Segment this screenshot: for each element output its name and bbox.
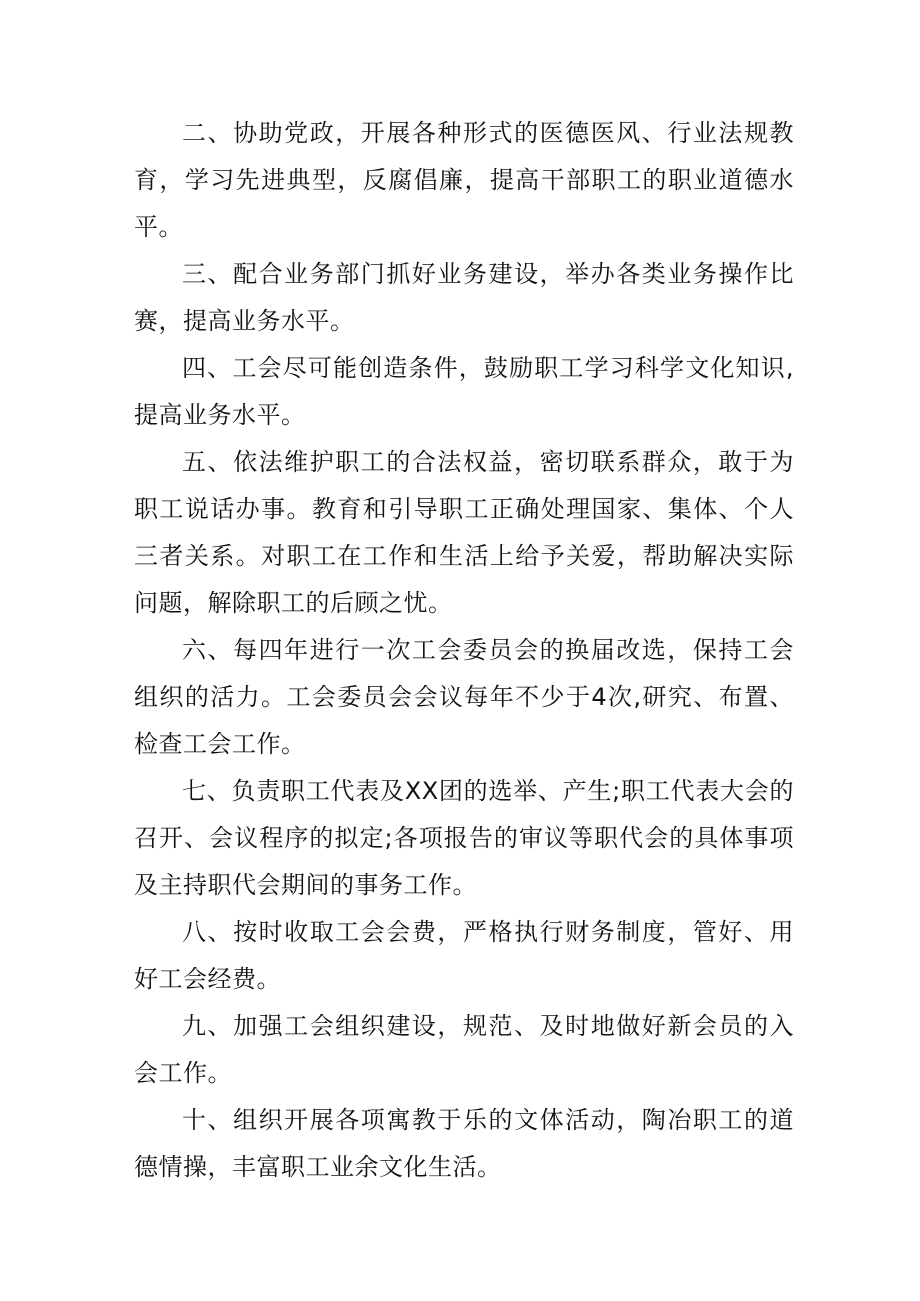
paragraph-7: 七、负责职工代表及XX团的选举、产生;职工代表大会的召开、会议程序的拟定;各项报告的审议等职代会的具体事项及主持职代会期间的事务工作。 bbox=[134, 777, 794, 899]
paragraph-10: 十、组织开展各项寓教于乐的文体活动，陶冶职工的道德情操，丰富职工业余文化生活。 bbox=[134, 1106, 794, 1181]
paragraph-6: 六、每四年进行一次工会委员会的换届改选，保持工会组织的活力。工会委员会会议每年不少于4次,研究、布置、检查工会工作。 bbox=[134, 636, 794, 758]
paragraph-8: 八、按时收取工会会费，严格执行财务制度，管好、用好工会经费。 bbox=[134, 918, 794, 993]
paragraph-9: 九、加强工会组织建设，规范、及时地做好新会员的入会工作。 bbox=[134, 1012, 794, 1087]
paragraph-2: 二、协助党政，开展各种形式的医德医风、行业法规教育，学习先进典型，反腐倡廉，提高干部职工的职业道德水平。 bbox=[134, 119, 794, 241]
paragraph-3: 三、配合业务部门抓好业务建设，举办各类业务操作比赛，提高业务水平。 bbox=[134, 260, 794, 335]
paragraph-4: 四、工会尽可能创造条件，鼓励职工学习科学文化知识,提高业务水平。 bbox=[134, 354, 794, 429]
document-body bbox=[134, 110, 794, 1191]
paragraph-5: 五、依法维护职工的合法权益，密切联系群众，敢于为职工说话办事。教育和引导职工正确处理国家、集体、个人三者关系。对职工在工作和生活上给予关爱，帮助解决实际问题，解除职工的后顾之忧。 bbox=[134, 448, 794, 617]
